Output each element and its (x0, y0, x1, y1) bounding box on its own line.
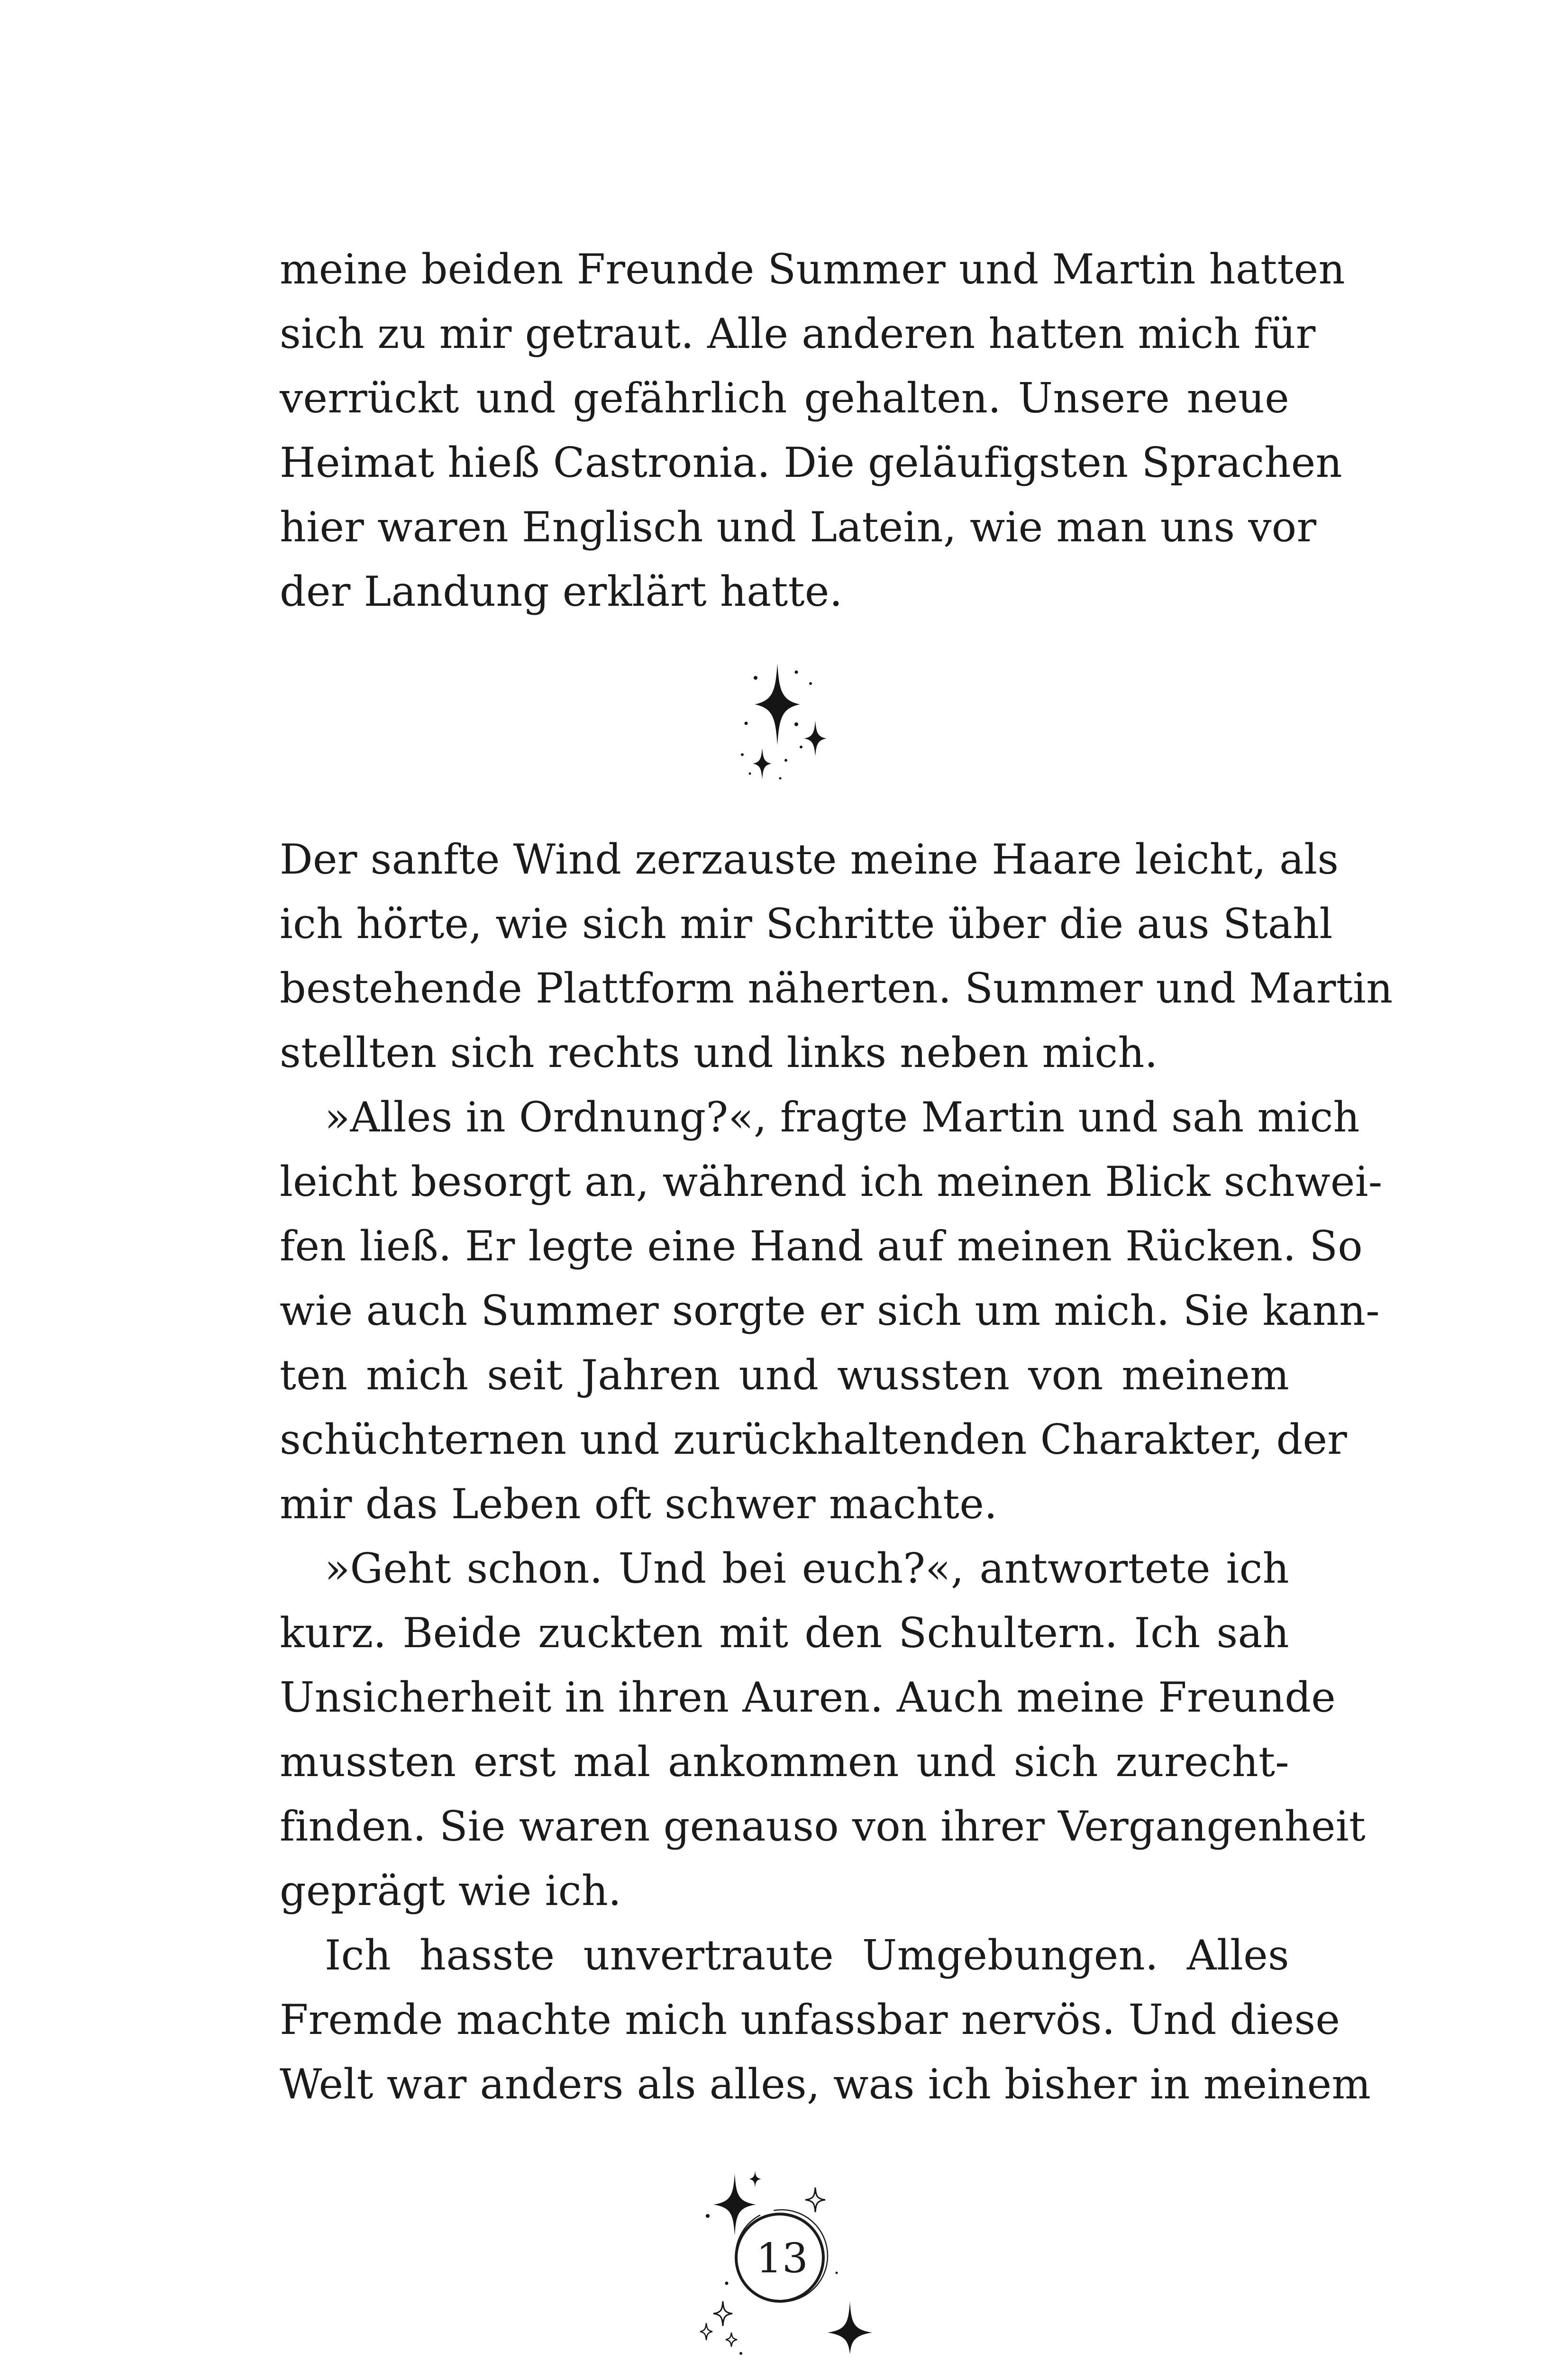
text-line: kurz. Beide zuckten mit den Schultern. Ich sah (280, 1609, 1289, 1657)
text-line: »Alles in Ordnung?«, fragte Martin und sah mich (325, 1093, 1360, 1141)
text-line: ten mich seit Jahren und wussten von meinem (280, 1351, 1289, 1399)
text-line: Der sanfte Wind zerzauste meine Haare leicht, als (280, 835, 1339, 884)
text-line: geprägt wie ich. (280, 1867, 622, 1915)
sparkle-stars-divider-icon (725, 654, 844, 806)
text-line: hier waren Englisch und Latein, wie man uns vor (280, 503, 1317, 551)
page-number: 13 (756, 2235, 808, 2282)
text-line: Ich hasste unvertraute Umgebungen. Alles (325, 1931, 1289, 1979)
text-line: Heimat hieß Castronia. Die geläufigsten Sprachen (280, 438, 1342, 487)
text-line: der Landung erklärt hatte. (280, 567, 843, 616)
text-line: Fremde machte mich unfassbar nervös. Und diese (280, 1996, 1340, 2044)
text-line: stellten sich rechts und links neben mich. (280, 1029, 1158, 1077)
text-line: verrückt und gefährlich gehalten. Unsere neue (280, 374, 1289, 422)
text-line: Unsicherheit in ihren Auren. Auch meine Freunde (280, 1673, 1336, 1722)
text-line: wie auch Summer sorgte er sich um mich. Sie kann- (280, 1286, 1380, 1335)
text-line: finden. Sie waren genauso von ihrer Vergangenheit (280, 1802, 1366, 1850)
text-line: mir das Leben oft schwer machte. (280, 1480, 998, 1528)
text-line: fen ließ. Er legte eine Hand auf meinen Rücken. So (280, 1222, 1363, 1270)
text-line: bestehende Plattform näherten. Summer und Martin (280, 964, 1393, 1012)
text-line: ich hörte, wie sich mir Schritte über die aus Stahl (280, 900, 1333, 948)
text-line: meine beiden Freunde Summer und Martin hatten (280, 245, 1345, 293)
text-line: »Geht schon. Und bei euch?«, antwortete ich (325, 1544, 1289, 1593)
text-line: schüchternen und zurückhaltenden Charakter, der (280, 1415, 1348, 1464)
text-line: mussten erst mal ankommen und sich zurecht- (280, 1738, 1289, 1786)
text-line: Welt war anders als alles, was ich bisher in meinem (280, 2060, 1371, 2108)
text-section-2 (280, 827, 1393, 2116)
text-line: sich zu mir getraut. Alle anderen hatten mich für (280, 310, 1316, 358)
text-line: leicht besorgt an, während ich meinen Blick schwei- (280, 1158, 1383, 1206)
text-section-1 (280, 237, 1345, 624)
